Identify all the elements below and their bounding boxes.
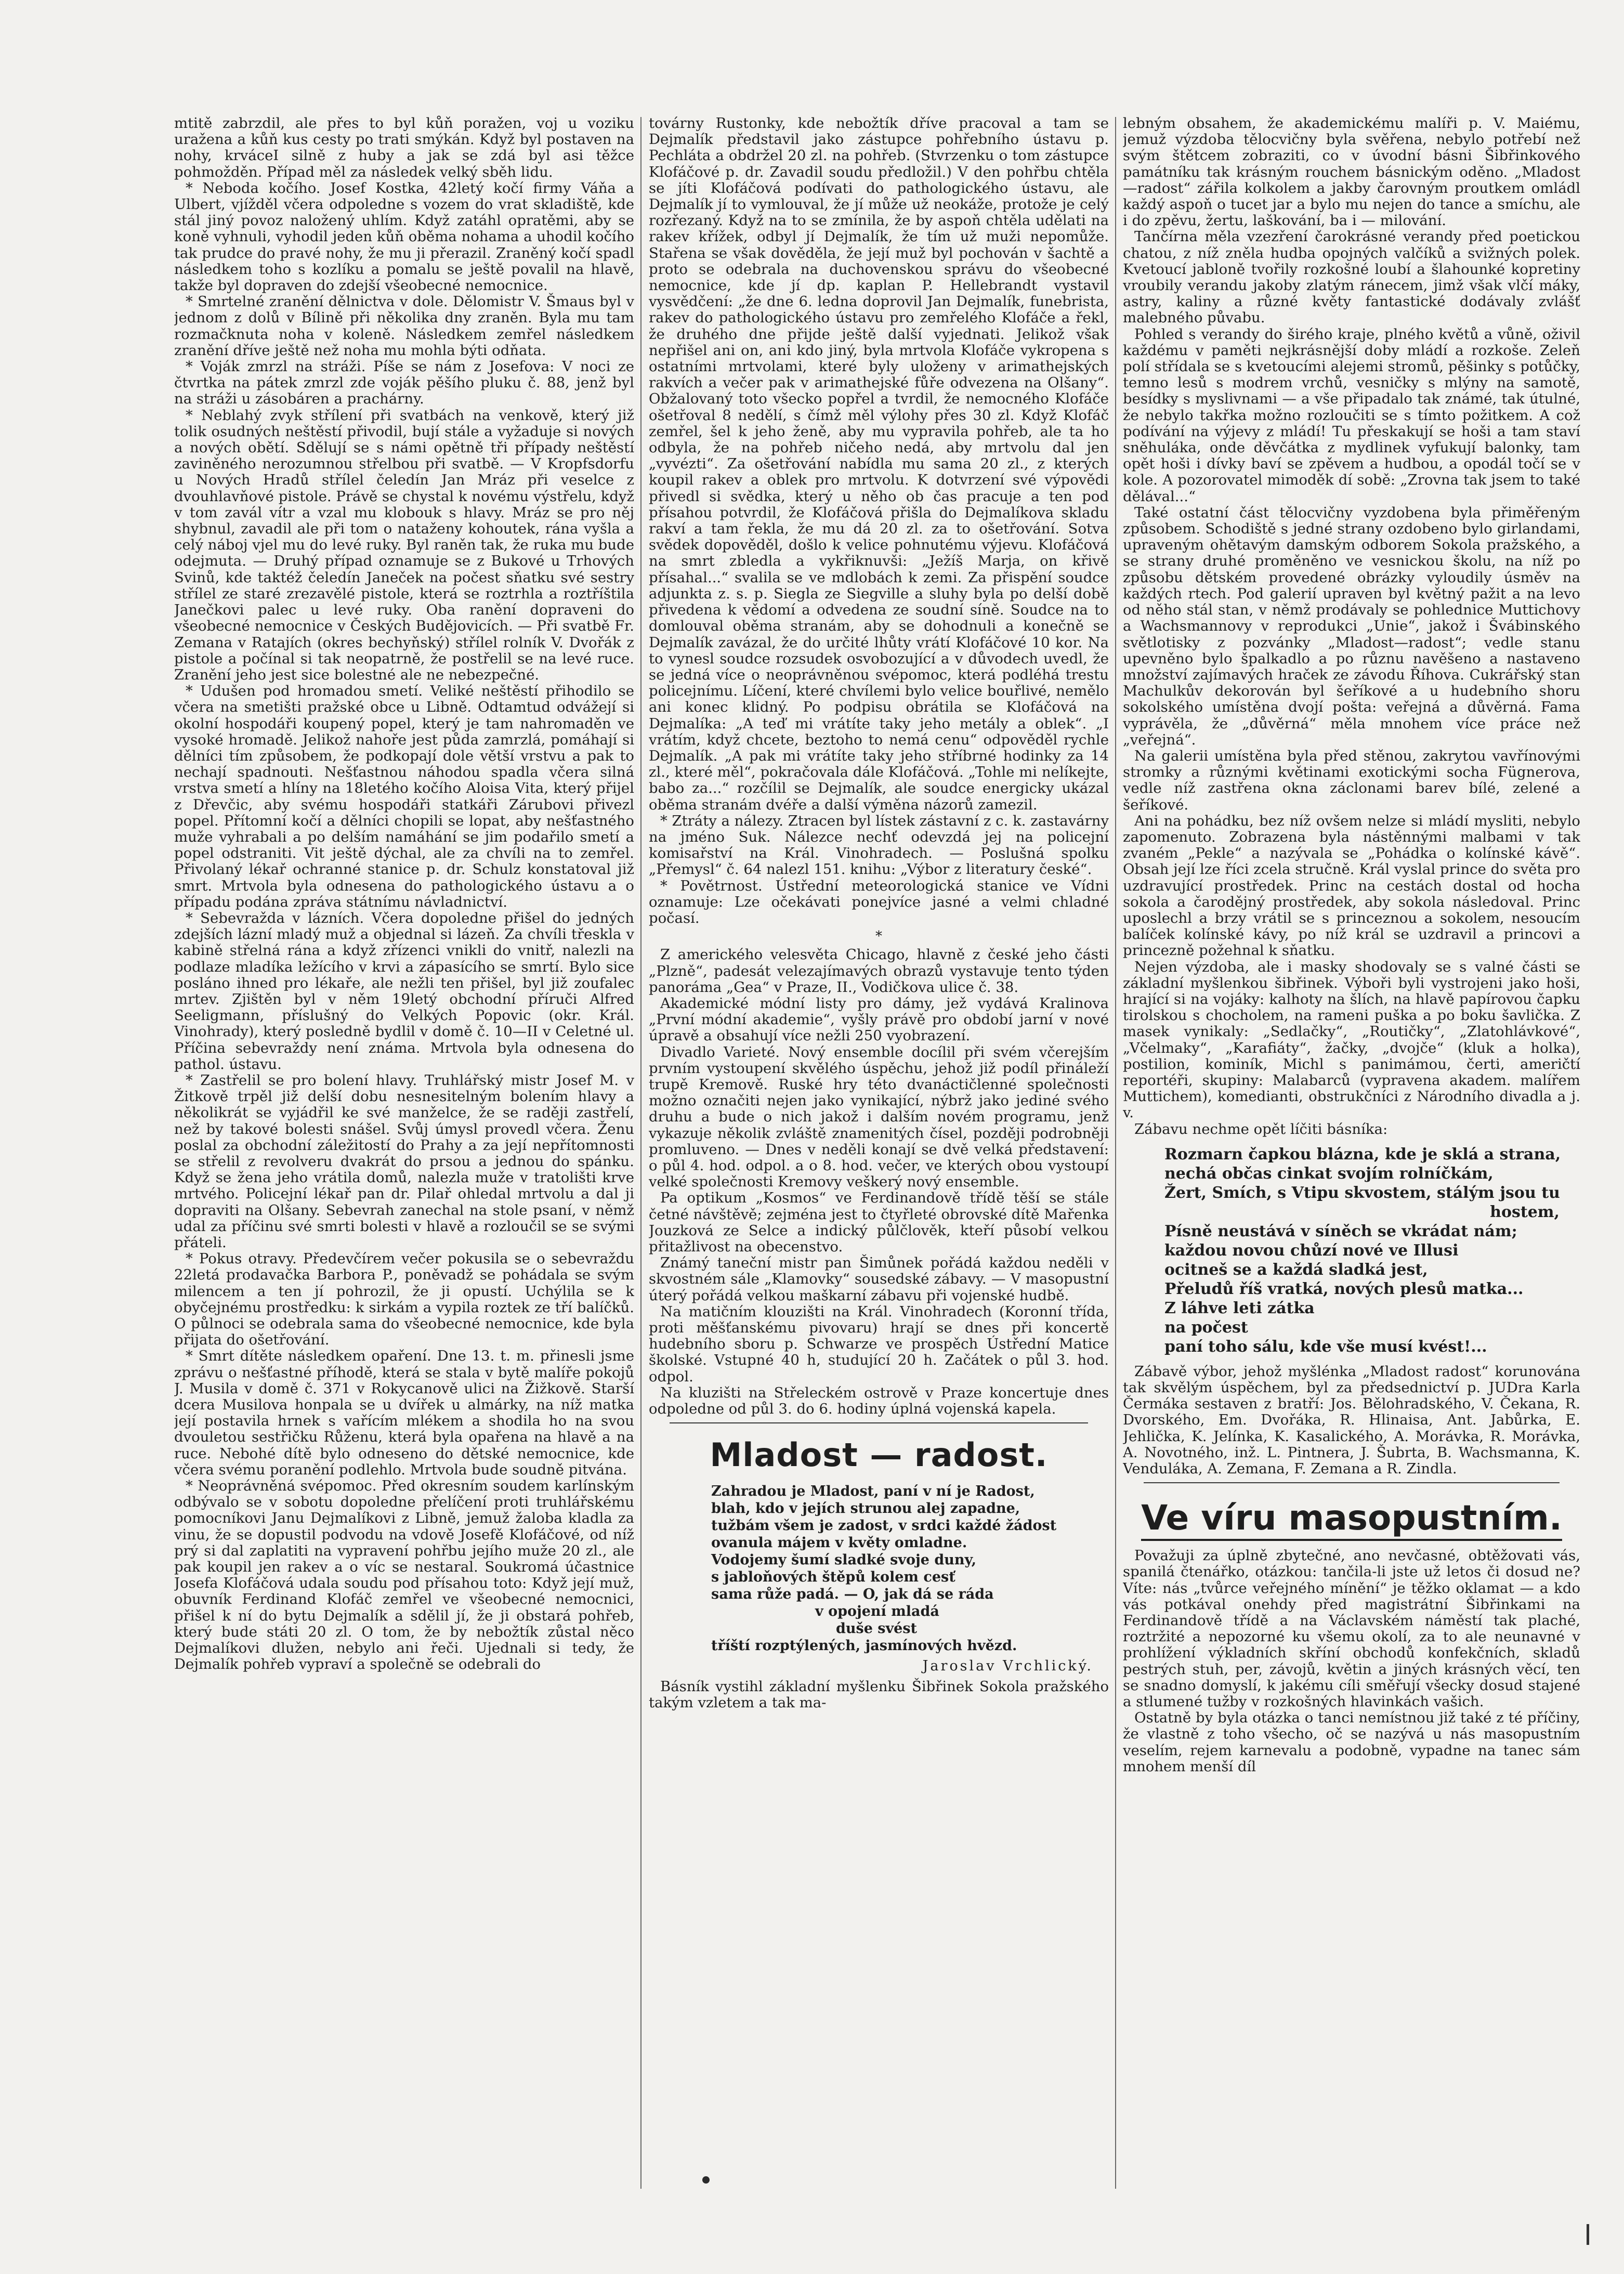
verse-line: paní toho sálu, kde vše musí kvést!...	[1164, 1337, 1487, 1356]
article-text: * Neblahý zvyk střílení při svatbách na venkově, který již tolik osudných neštěstí přivodil, bují stále a vyžaduje si nových a nových obětí. Sdělují se s námi opětně tři případy neštěstí zaviněného nerozumnou střelbou při svatbě. — V Kropfsdorfu u Nových Hradů střílel čeledín Jan Mráz při veselce z dvouhlavňové pistole. Právě se chystal k novému výstřelu, když v tom zavál vítr a vzal mu klobouk s hlavy. Mráz se pro něj shybnul, zavadil ale při tom o nataženy kohoutek, rána vyšla a celý náboj vjel mu do levé ruky. Byl raněn tak, že ruka mu bude odejmuta. — Druhý případ oznamuje se z Bukové u Trhových Svinů, kde taktéž čeledín Janeček na počest sňatku své sestry střílel ze staré zrezavělé pistole, která se roztrhla a roztříštila Janečkovi palec u levé ruky. Oba ranění dopraveni do všeobecné nemocnice v Českých Budějovicích. — Při svatbě Fr. Zemana v Ratajích (okres bechyňský) střílel rolník V. Dvořák z pistole a počínal si tak neopatrně, že postřelil se na levé ruce. Zranění jeho jest sice bolestné ale ne nebezpečné.	[174, 407, 634, 683]
poem-line: tužbám všem je zadost, v srdci každé žádost	[711, 1518, 1057, 1534]
poem-line: ovanula májem v květy omladne.	[711, 1535, 967, 1551]
article-text: Ostatně by byla otázka o tanci nemístnou již také z té příčiny, že vlastně z toho všecho, oč se nazývá u nás masopustním veselím, rejem karnevalu a podobně, vypadne na tanec sám mnohem menší díl	[1123, 1709, 1580, 1775]
verse-line: hostem,	[1490, 1203, 1560, 1221]
article-text: Pohled s verandy do širého kraje, plného květů a vůně, oživil každému v paměti nejkrásnější doby mládí a rozkoše. Zeleň polí střídala se s kvetoucími alejemi stromů, pěšinky s potůčky, temno lesů s modrem vrchů, vesničky s mlýny na samotě, besídky s myslivnami — a vše připadalo tak známé, tak útulné, že nebylo takřka možno rozloučiti se s tímto požitkem. A což podívání na výjevy z mládí! Tu přeskakují se hoši a tam staví sněhuláka, onde děvčátka z mydlinek vyfukují balonky, tam opět hoši i dívky baví se zpěvem a hudbou, a opodál točí se v kole. A pozorovatel mimoděk dí sobě: „Zrovna tak jsem to také dělával...“	[1123, 325, 1580, 505]
verse-line: Žert, Smích, s Vtipu skvostem, stálým jsou tu	[1164, 1183, 1560, 1202]
article-text: Považuji za úplně zbytečné, ano nevčasné, obtěžovati vás, spanilá čtenářko, otázkou: tančila-li jste už letos či dosud ne? Víte: nás „tvůrce veřejného mínění“ je těžko oklamat — a kdo vás potkával onehdy před magistrátní Šibřinkami na Ferdinandově třídě a na Václavském náměstí tak plaché, roztržité a nepozorné ku všemu okolí, za to ale neunavné v prohlížení výkladních skříní obchodů konfekčních, skladů pestrých stuh, per, závojů, květin a jiných krásných věcí, ten se snadno domyslí, k jakému cíli směřují všecky dosud stajené a stlumené tužby v rozkošných hlavinkách vašich.	[1123, 1547, 1580, 1710]
poem	[711, 1483, 1109, 1675]
verse-line: Rozmarn čapkou blázna, kde je sklá a strana,	[1164, 1145, 1561, 1164]
article-text: Známý taneční mistr pan Šimůnek pořádá každou neděli v skvostném sále „Klamovky“ sousedské zábavy. — V masopustní úterý pořádá velkou maškarní zábavu při vojenské hudbě.	[649, 1254, 1109, 1304]
article-text: Také ostatní část tělocvičny vyzdobena byla přiměřeným způsobem. Schodiště s jedné strany ozdobeno bylo girlandami, upraveným ohětavým damským odborem Sokola pražského, a se strany druhé proměněno ve vesnickou školu, na níž po způsobu dětském provedené obrázky vyloudily úsměv na každých rtech. Pod galerií upraven byl květný pažit a na levo od něho stál stan, v němž prodávaly se pohlednice Muttichovy a Wachsmannovy v reprodukci „Unie“, jakož i Švábinského světlotisky z pozvánky „Mladost—radost“; vedle stanu upevněno bylo špalkadlo a po různu navěšeno a nastaveno množství zajímavých hraček ze závodu Říhova. Cukrářský stan Machulkův dekorován byl šeříkové a u hudebního shoru sokolského umístěna dvojí pošta: veřejná a důvěrná. Fama vyprávěla, že „důvěrná“ měla mnohem více práce než „veřejná“.	[1123, 504, 1580, 748]
section-star: *	[875, 929, 882, 945]
article-text: Tančírna měla vzezření čarokrásné verandy před poetickou chatou, z níž zněla hudba opojných valčíků a svižných polek. Kvetoucí jabloně tvořily rozkošné loubí a šlahounké kopretiny vroubily verandu jakoby zlatým ránecem, jimž však vlčí máky, astry, kaliny a různé květy fantastické dodávaly zvlášť malebného půvabu.	[1123, 228, 1580, 326]
article-text: Básník vystihl základní myšlenku Šibřinek Sokola pražského takým vzletem a tak ma-	[649, 1678, 1109, 1711]
margin-mark	[1587, 2224, 1589, 2245]
ornament-dot	[702, 2176, 710, 2184]
article-text: Akademické módní listy pro dámy, jež vydává Kralinova „První módní akademie“, vyšly právě pro období jarní v nové úpravě a obsahují více nežli 250 vyobrazení.	[649, 995, 1109, 1044]
article-text: Nejen výzdoba, ale i masky shodovaly se s valné části se základní myšlenkou šibřinek. Výboři byli vystrojeni jako hoši, hrající si na vojáky: kalhoty na šlích, na hlavě papírovou čapku tirolskou s chocholem, na rameni puška a po boku šavlička. Z masek vynikaly: „Sedlačky“, „Routičky“, „Zlatohlávkové“, „Včelmaky“, „Karafiáty“, žačky, „dvojče“ (kluk a holka), postilion, kominík, Michl s panimámou, čerti, američtí reportéři, skupiny: Malabarců (vypravena akadem. malířem Muttichem), komedianti, obstrukčníci z Národního divadla a j. v.	[1123, 958, 1580, 1121]
article-text: Z amerického velesvěta Chicago, hlavně z české jeho části „Plzně“, padesát velezajímavých obrazů vystavuje tento týden panoráma „Gea“ v Praze, II., Vodičkova ulice č. 38.	[649, 946, 1109, 996]
article-text: * Neboda kočího. Josef Kostka, 42letý kočí firmy Váňa a Ulbert, vjížděl včera odpoledne s vozem do vrat skladiště, kde stál jiný povoz naložený uhlím. Když zatáhl opratěmi, aby se koně vyhnuli, vyhodil jeden kůň oběma nohama a uhodil kočího tak prudce do pravé nohy, že mu ji přerazil. Zraněný kočí spadl následkem toho s kozlíku a pomalu se ještě povalil na hlavě, takže byl dopraven do zdejší všeobecné nemocnice.	[174, 179, 634, 294]
feuilleton-title	[1123, 1498, 1580, 1538]
verse	[1164, 1145, 1580, 1356]
poem-line: duše svést	[836, 1620, 918, 1637]
article-text: * Neoprávněná svépomoc. Před okresním soudem karlínským odbývalo se v sobotu dopoledne přelíčení proti truhlářskému pomocníkovi Janu Dejmalíkovi z Libně, jemuž žaloba kladla za vinu, že se dopustil podvodu na vdově Josefě Klofáčové, od níž prý si dal zaplatiti na vypravení pohřbu jejího muže 20 zl., ale pak koupil jen rakev a o víc se nestaral. Soukromá účastnice Josefa Klofáčová udala soudu pod přísahou toto: Když její muž, obuvník Ferdinand Klofáč zemřel ve všeobecné nemocnici, přišel k ní do bytu Dejmalík a sdělil jí, že ji obstará pohřeb, který bude státi 20 zl. O tom, že by nebožtík zůstal něco Dejmalíkovi dlužen, nebylo ani řeči. Ujednali si tedy, že Dejmalík pohřeb vypraví a společně se odebrali do	[174, 1478, 634, 1673]
article-text: Divadlo Varieté. Nový ensemble docílil při svém včerejším prvním vystoupení skvělého úspěchu, jehož již podíl přináleží trupě Kremově. Ruské hry této dvanáctičlenné společnosti možno označiti nejen jako vynikající, nýbrž jako jediné svého druhu a bude o nich jakož i dalším novém programu, jenž vykazuje několik zvláště znamenitých čísel, později podrobněji promluveno. — Dnes v neděli konají se dvě velká představení: o půl 4. hod. odpol. a o 8. hod. večer, ve kterých obou vystoupí velké společnosti Kremovy veškerý nový ensemble.	[649, 1043, 1109, 1191]
article-text: lebným obsahem, že akademickému malíři p. V. Maiému, jemuž výzdoba tělocvičny byla svěřena, nebylo potřebí než svým štětcem zobraziti, co v úvodní básni Šibřinkového památníku tak krásným rouchem básnickým oděno. „Mladost—radost“ zářila kolkolem a jakby čarovným proutkem omládl každý aspoň o tucet jar a bylo mu nejen do tance a smíchu, ale i do zpěvu, žertu, laškování, ba i — milování.	[1123, 115, 1580, 229]
poem-title: Mladost — radost.	[710, 1436, 1048, 1474]
article-text: továrny Rustonky, kde nebožtík dříve pracoval a tam se Dejmalík představil jako zástupce pohřebního ústavu p. Pechláta a obdržel 20 zl. na pohřeb. (Stvrzenku o tom zástupce Klofáčové p. dr. Zavadil soudu předložil.) V den pohřbu chtěla se jíti Klofáčová podívati do pathologického ústavu, ale Dejmalík jí to vymlouval, že jí může už neokáže, protože je celý rozřezaný. Když na to se zmínila, že by aspoň chtěla udělati na rakev křížek, odbyl jí Dejmalík, že tím už muži nepomůže. Stařena se však dověděla, že její muž byl pochován v šachtě a proto se odebrala na duchovenskou správu do všeobecné nemocnice, kde jí dp. kaplan P. Hellebrandt vystavil vysvědčení: „že dne 6. ledna doprovil Jan Dejmalík, funebrista, rakev do pathologického ústavu pro zemřelého Klofáče a řekl, že druhého dne přijde ještě další vyjednati. Jelikož však nepřišel ani on, ani kdo jiný, byla mrtvola Klofáče vykropena s ostatními mrtvolami, které byly uloženy v arimathejských rakvích a večer pak v arimathejské fůře odvezena na Olšany“. Obžalovaný toto všecko popřel a tvrdil, že nemocného Klofáče ošetřoval 8 nedělí, s čímž měl výlohy přes 30 zl. Když Klofáč zemřel, šel k jeho ženě, aby mu vypravila pohřeb, ale ta ho odbyla, že na pohřeb ničeho nedá, aby mrtvolu dal jen „vyvézti“. Za ošetřování nabídla mu sama 20 zl., z kterých koupil rakev a oblek pro mrtvolu. K dotvrzení své výpovědi přivedl si svědka, který u něho ob čas pracuje a ten pod přísahou potvrdil, že Klofáčová přišla do Dejmalíkova skladu rakví a tam řekla, že mu dá 20 zl. za to ošetřování. Sotva svědek dopověděl, došlo k velice pohnutému výjevu. Klofáčová na smrt zbledla a vykřiknuvši: „Ježíš Marja, on křivě přísahal...“ svalila se ve mdlobách k zemi. Za přispění soudce adjunkta z. s. p. Siegla ze Siegville a sluhy byla po delší době přivedena k vědomí a odvedena ze soudní síně. Soudce na to domlouval oběma stranám, aby se dohodnuli a konečně se Dejmalík zavázal, že do určité lhůty vrátí Klofáčové 10 kor. Na to vynesl soudce rozsudek osvobozující a v důvodech uvedl, že se jedná více o neoprávněnou svépomoc, která podléhá trestu policejnímu. Líčení, které chvílemi bylo velice bouřlivé, nemělo ani konec klidný. Po podpisu obrátila se Klofáčová na Dejmalíka: „A teď mi vrátíte taky jeho metály a oblek“. „I vrátím, když chcete, beztoho to nemá cenu“ odpověděl rychle Dejmalík. „A pak mi vrátíte taky jeho stříbrné hodinky za 14 zl., které měl“, pokračovala dále Klofáčová. „Tohle mi nelíkejte, babo za...“ rozčílil se Dejmalík, ale soudce energicky ukázal oběma stranám dvéře a další výměna názorů zamezil.	[649, 115, 1109, 813]
poem-author: Jaroslav Vrchlický.	[922, 1658, 1093, 1675]
poem-line: s jabloňových štěpů kolem cesť	[711, 1569, 955, 1586]
poem-line: Zahradou je Mladost, paní v ní je Radost,	[711, 1483, 1035, 1500]
verse-line: Z láhve leti zátka	[1164, 1299, 1315, 1317]
feuilleton-title-text: Ve víru masopustním.	[1141, 1498, 1562, 1541]
column-2	[649, 115, 1109, 2190]
article-text: Zábavě výbor, jehož myšlénka „Mladost radost“ korunována tak skvělým úspěchem, byl za předsednictví p. JUDra Karla Čermáka sestaven z bratří: Jos. Bělohradského, V. Čekana, R. Dvorského, Em. Dvořáka, R. Hlinaisa, Ant. Jabůrka, E. Jehlička, K. Jelínka, K. Kasalického, A. Morávka, R. Morávka, A. Novotného, inž. L. Pintnera, J. Šubrta, B. Wachsmanna, K. Venduláka, A. Zemana, F. Zemana a R. Zindla.	[1123, 1363, 1580, 1478]
article-text: Na kluzišti na Střeleckém ostrově v Praze koncertuje dnes odpoledne od půl 3. do 6. hodiny úplná vojenská kapela.	[649, 1384, 1109, 1418]
poem-line: tříští rozptýlených, jasmínových hvězd.	[711, 1638, 1017, 1654]
verse-line: na počest	[1164, 1318, 1248, 1337]
article-text: * Udušen pod hromadou smetí. Veliké neštěstí přihodilo se včera na smetišti pražské obce u Libně. Odtamtud odvážejí si okolní hospodáři koupený popel, který je tam nahromaděn ve vysoké hromadě. Jelikož nahoře jest půda zamrzlá, pomáhají si dělníci tím způsobem, že podkopají dole větší vrstvu a pak to nechají spadnouti. Nešťastnou náhodou spadla včera silná vrstva smetí a hlíny na 18letého kočího Aloisa Vita, který přijel z Dřevčic, aby svému hospodáři statkáři Zárubovi přivezl popel. Přítomní kočí a dělníci chopili se lopat, aby nešťastného muže vyhrabali a po delším namáhání se jim podařilo smetí a popel odstraniti. Vit ještě dýchal, ale za chvíli na to zemřel. Přivolaný lékař ochranné stanice p. dr. Schulz konstatoval již smrt. Mrtvola byla odnesena do pathologického ústavu a o případu podána zpráva státnímu návladnictví.	[174, 683, 634, 910]
verse-line: Přeludů říš vratká, nových plesů matka...	[1164, 1279, 1524, 1298]
article-text: * Pokus otravy. Předevčírem večer pokusila se o sebevraždu 22letá prodavačka Barbora P., poněvadž se pohádala se svým milencem a ten jí pohrozil, že ji opustí. Uchýlila se k obyčejnému prostředku: k sirkám a vypila roztek ze tří balíčků. O půlnoci se odebrala sama do všeobecné nemocnice, kde byla přijata do ošetřování.	[174, 1250, 634, 1349]
article-text: * Ztráty a nálezy. Ztracen byl lístek zástavní z c. k. zastavárny na jméno Suk. Nálezce nechť odevzdá jej na policejní komisařství na Král. Vinohradech. — Poslušná spolku „Přemysl“ č. 64 nalezl 151. knihu: „Výbor z literatury české“.	[649, 812, 1109, 878]
column-1	[174, 115, 634, 2190]
article-text: mtitě zabrzdil, ale přes to byl kůň poražen, voj u voziku uražena a kůň kus cesty po trati smýkán. Když byl postaven na nohy, krváceI silně z huby a jak se zdá byl asi těžce pohmožděn. Případ měl za následek velký sběh lidu.	[174, 115, 634, 180]
article-text: Pa optikum „Kosmos“ ve Ferdinandově třídě těší se stále četné návštěvě; zejména jest to čtyřleté obrovské dítě Mařenka Jouzková ze Selce a indický půlčlověk, kteří působí velkou přitažlivost na obecenstvo.	[649, 1190, 1109, 1256]
verse-line: Písně neustává v síněch se vkrádat nám;	[1164, 1222, 1517, 1240]
section-rule	[1144, 1482, 1560, 1483]
article-text: * Smrtelné zranění dělnictva v dole. Dělomistr V. Šmaus byl v jednom z dolů v Bílině při několika dny zraněn. Byla mu tam rozmačknuta noha v koleně. Následkem zemřel následkem zranění dříve ještě než noha mu mohla býti odňata.	[174, 293, 634, 359]
column-divider	[640, 117, 641, 2189]
column-3	[1123, 115, 1580, 2190]
article-text: * Zastřelil se pro bolení hlavy. Truhlářský mistr Josef M. v Žitkově trpěl již delší dobu nesnesitelným bolením hlavy a několikrát se vyjádřil ke své manželce, že se raději zastřelí, než by takové bolesti snášel. Svůj úmysl provedl včera. Ženu poslal za obchodní záležitostí do Prahy a za její nepřítomnosti se střelil z revolveru dvakrát do prsou a jednou do spánku. Když se žena jeho vrátila domů, nalezla muže v tratolišti krve mrtvého. Policejní lékař pan dr. Pilař ohledal mrtvolu a dal ji dopraviti na Olšany. Sebevrah zanechal na stole psaní, v němž udal za příčinu své smrti bolesti v hlavě a rozloučil se se svými přáteli.	[174, 1071, 634, 1251]
poem-line: sama růže padá. — O, jak dá se ráda	[711, 1586, 994, 1603]
article-text: Ani na pohádku, bez níž ovšem nelze si mládí mysliti, nebylo zapomenuto. Zobrazena byla nástěnnými malbami v tak zvaném „Pekle“ a nazývala se „Pohádka o kolínské kávě“. Obsah její lze říci zcela stručně. Král vyslal prince do světa pro uzdravující prostředek. Princ na cestách dostal od hocha sokola a čarodějný prostředek, aby sokola následoval. Princ uposlechl a brzy vrátil se s princeznou a sokolem, nesoucím balíček kolínské kávy, po níž král se uzdravil a princovi a princezně požehnal k sňatku.	[1123, 812, 1580, 959]
section-rule	[670, 1422, 1088, 1423]
verse-line: nechá občas cinkat svojím rolníčkám,	[1164, 1164, 1494, 1183]
article-text: * Sebevražda v lázních. Včera dopoledne přišel do jedných zdejších lázní mladý muž a objednal si lázeň. Za chvíli třeskla v kabině střelná rána a když zřízenci vnikli do vnitř, nalezli na podlaze mladíka ležícího v krvi a zápasícího se smrtí. Bylo sice posláno ihned pro lékaře, ale nežli ten přišel, byl již zoufalec mrtev. Zjištěn byl v něm 19letý obchodní příruči Alfred Seeligmann, příslušný do Velkých Popovic (okr. Král. Vinohrady), který posledně bydlil v domě č. 10—II v Celetné ul. Příčina sebevraždy není známa. Mrtvola byla odnesena do pathol. ústavu.	[174, 909, 634, 1073]
article-text: * Voják zmrzl na stráži. Píše se nám z Josefova: V noci ze čtvrtka na pátek zmrzl zde voják pěšího pluku č. 88, jenž byl na stráži u zásobáren a prachárny.	[174, 358, 634, 408]
article-text: Zábavu nechme opět líčiti básníka:	[1134, 1120, 1388, 1138]
poem-line: v opojení mladá	[815, 1603, 939, 1620]
article-text: Na matičním klouzišti na Král. Vinohradech (Koronní třída, proti měšťanskému pivovaru) hrají se dnes při koncertě hudebního sboru p. Schwarze ve prospěch Ústřední Matice školské. Vstupné 40 h, studující 20 h. Začátek o půl 3. hod. odpol.	[649, 1303, 1109, 1385]
verse-line: každou novou chůzí nové ve Illusi	[1164, 1241, 1459, 1260]
poem-line: Vodojemy šumí sladké svoje duny,	[711, 1552, 977, 1569]
article-text: * Smrt dítěte následkem opaření. Dne 13. t. m. přinesli jsme zprávu o nešťastné příhodě, která se stala v bytě malíře pokojů J. Musila v domě č. 371 v Rokycanově ulici na Žižkově. Starší dcera Musilova honpala se u dvířek u almárky, na níž matka její postavila hrnek s vařícím mlékem a shodila ho na svou dvouletou sestřičku Růženu, která byla opařena na hlavě a na ruce. Nebohé dítě bylo odneseno do dětské nemocnice, kde včera svému poranění podlehlo. Mrtvola bude soudně pitvána.	[174, 1348, 634, 1478]
article-text: * Povětrnost. Ústřední meteorologická stanice ve Vídni oznamuje: Lze očekávati ponejvíce jasné a velmi chladné počasí.	[649, 877, 1109, 926]
column-divider	[1115, 117, 1116, 2189]
verse-line: ocitneš se a každá sladká jest,	[1164, 1260, 1428, 1279]
article-text: Na galerii umístěna byla před stěnou, zakrytou vavřínovými stromky a různými květinami exotickými socha Fügnerova, vedle níž zastřena okna záclonami barev bílé, zelené a šeříkové.	[1123, 747, 1580, 813]
poem-line: blah, kdo v jejích strunou alej zapadne,	[711, 1500, 1020, 1517]
